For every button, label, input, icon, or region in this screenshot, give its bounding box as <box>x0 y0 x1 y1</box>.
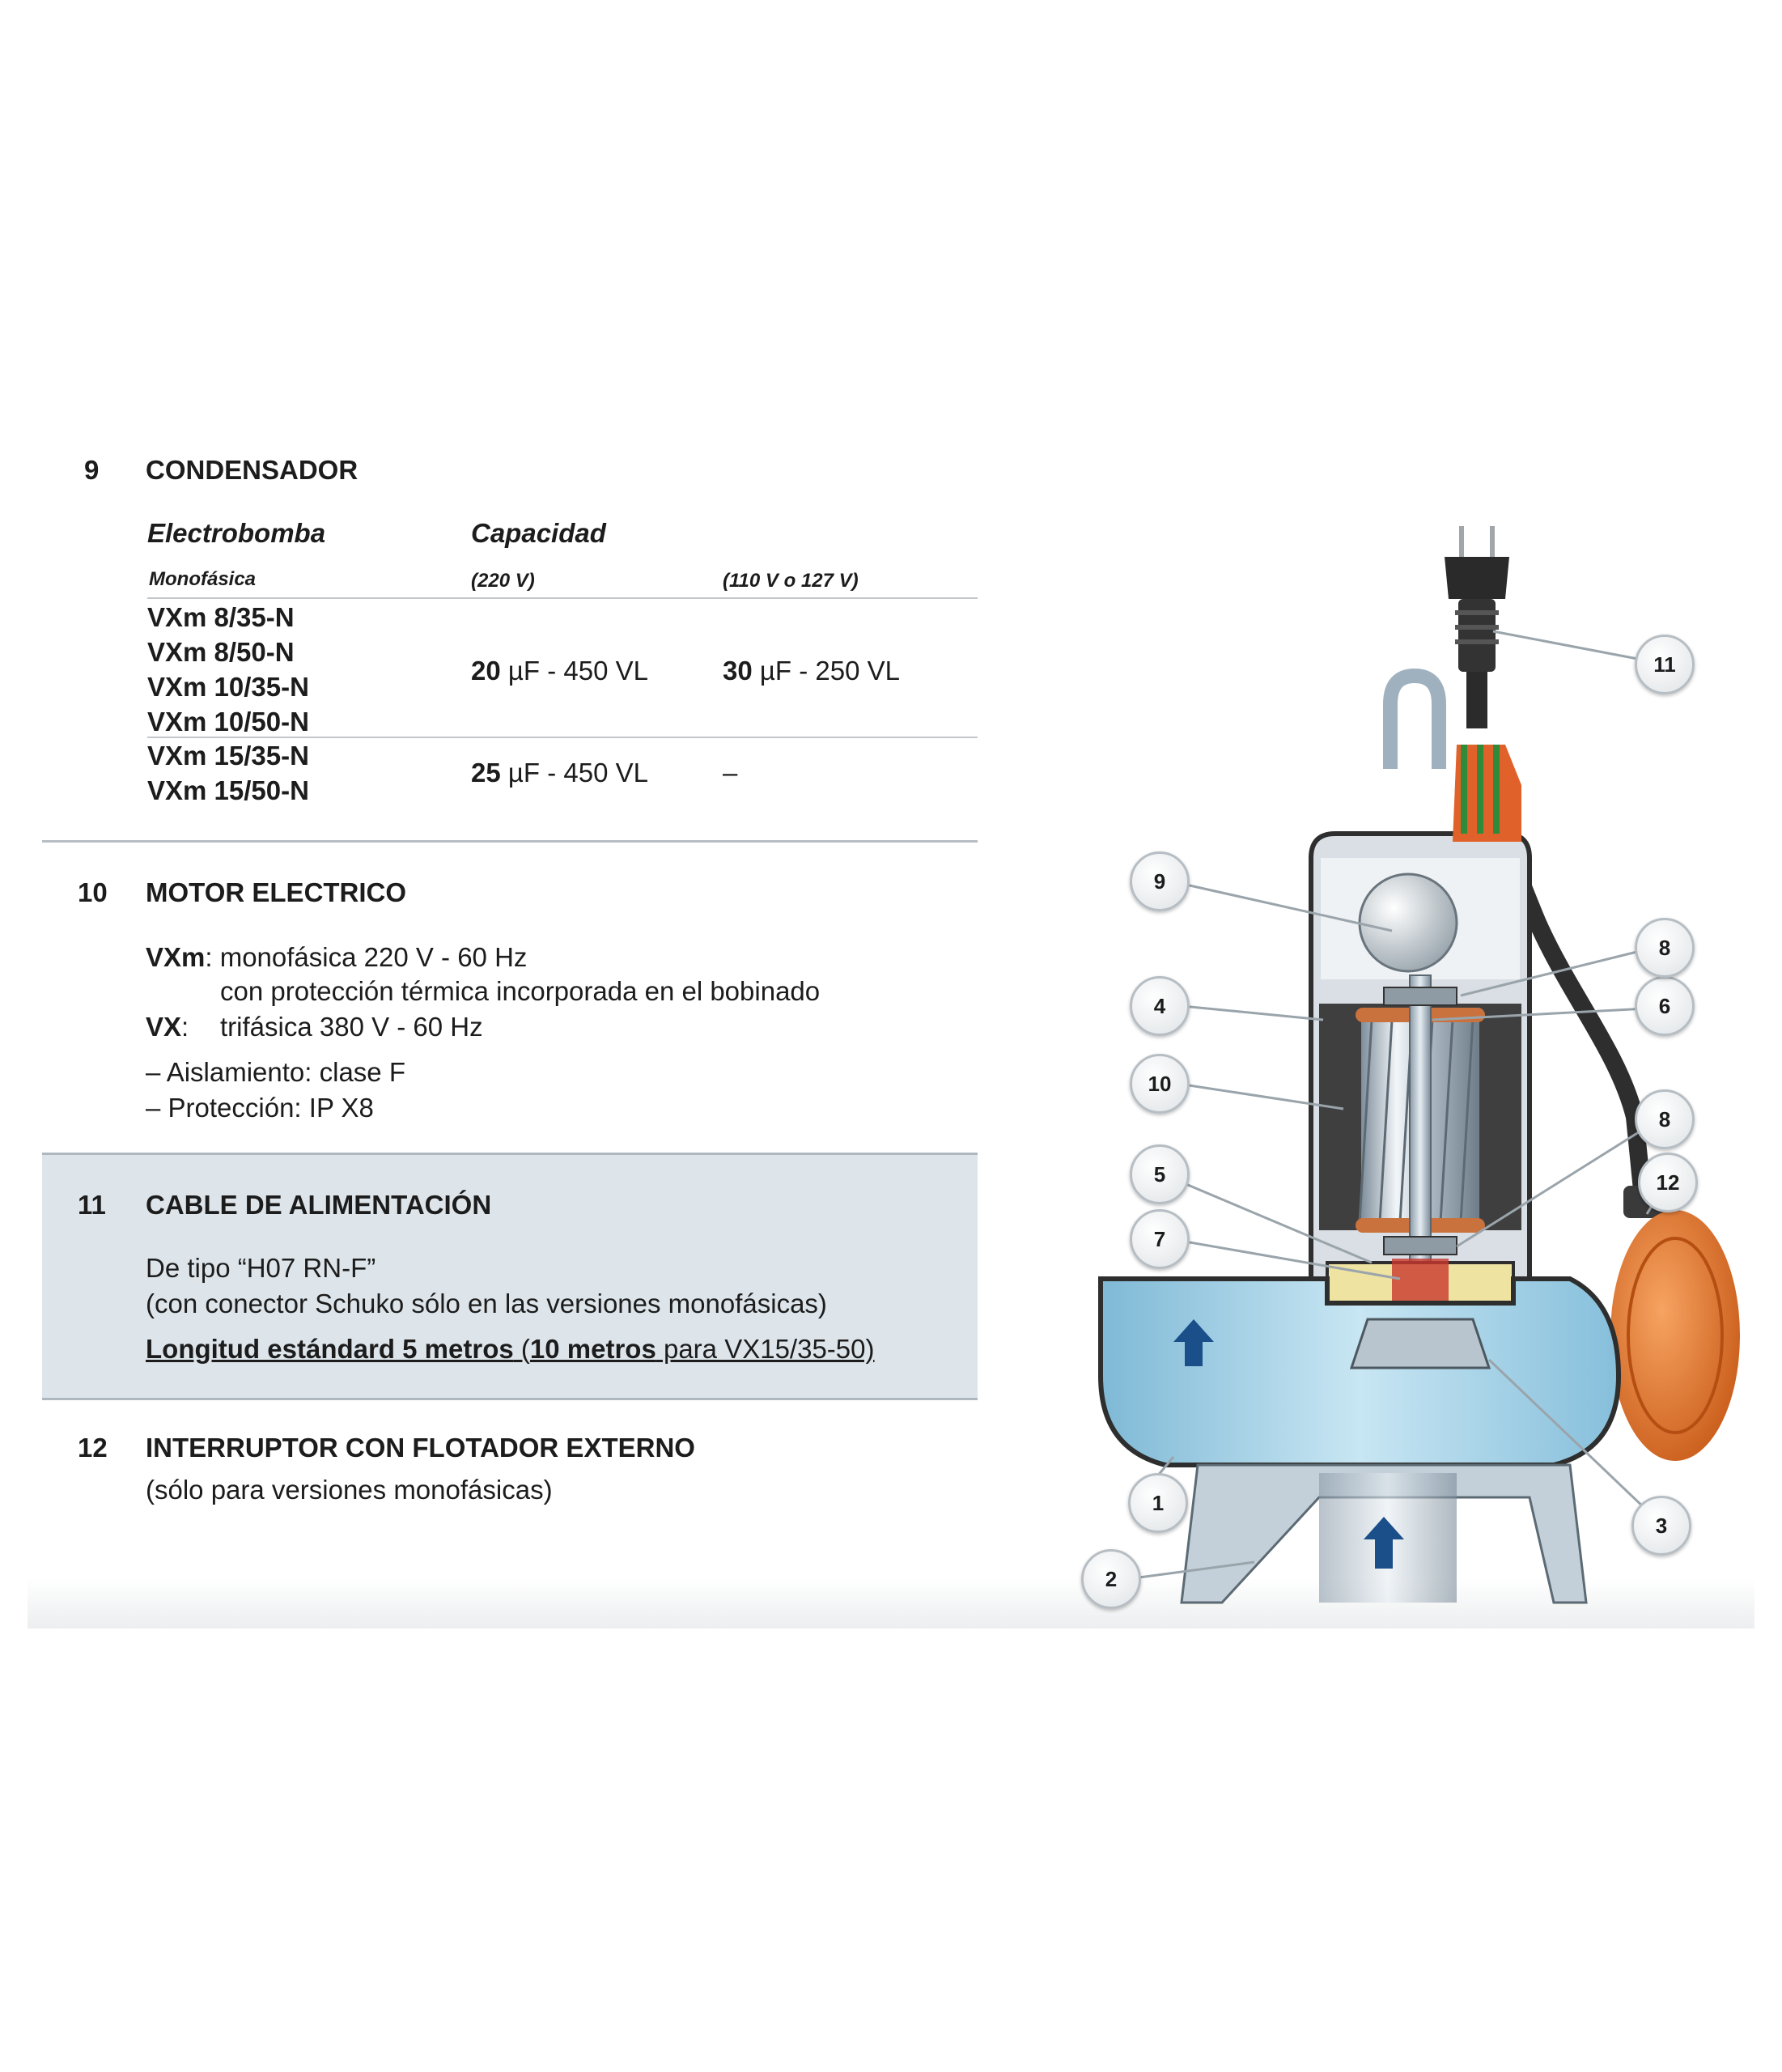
table-header-capacidad: Capacidad <box>471 518 606 548</box>
callout-4: 4 <box>1130 976 1190 1036</box>
motor-vx-colon: : <box>181 1012 189 1042</box>
capacitor-icon <box>1360 874 1457 971</box>
float-note: (sólo para versiones monofásicas) <box>146 1475 553 1505</box>
cable-length-note: para VX15/35-50) <box>656 1334 875 1364</box>
callout-7: 7 <box>1130 1209 1190 1269</box>
cable-connector: (con conector Schuko sólo en las versiones monofásicas) <box>146 1289 827 1318</box>
capacity-value: 20 <box>471 656 501 686</box>
callout-6: 6 <box>1635 976 1695 1036</box>
section-11-title: CABLE DE ALIMENTACIÓN <box>146 1190 492 1220</box>
capacity-110v-group-2 <box>723 758 737 788</box>
model-name: VXm 10/35-N <box>147 672 309 702</box>
table-header-divider <box>147 597 978 599</box>
table-subheader-monofasica: Monofásica <box>149 568 257 590</box>
section-12-title: INTERRUPTOR CON FLOTADOR EXTERNO <box>146 1433 695 1463</box>
callout-12: 12 <box>1638 1153 1698 1212</box>
callout-1: 1 <box>1128 1473 1188 1533</box>
section-10-title: MOTOR ELECTRICO <box>146 877 407 907</box>
capacity-unit: µF - 250 VL <box>752 656 900 686</box>
motor-vx-label: VX <box>146 1012 182 1042</box>
callout-3: 3 <box>1631 1496 1691 1556</box>
section-divider <box>42 840 978 843</box>
table-subheader-220v: (220 V) <box>471 570 535 592</box>
section-9-title: CONDENSADOR <box>146 455 359 485</box>
model-name: VXm 8/35-N <box>147 602 295 632</box>
capacity-value: 25 <box>471 758 501 788</box>
callout-8: 8 <box>1635 918 1695 978</box>
callout-2: 2 <box>1081 1549 1141 1609</box>
cable-length-standard: Longitud estándard 5 metros <box>146 1334 514 1364</box>
upper-bearing <box>1384 987 1457 1005</box>
capacity-unit: µF - 450 VL <box>500 656 648 686</box>
motor-insulation: – Aislamiento: clase F <box>146 1057 405 1087</box>
model-name: VXm 8/50-N <box>147 637 295 667</box>
capacity-value: 30 <box>723 656 753 686</box>
pump-body <box>1101 1279 1619 1465</box>
section-11-number: 11 <box>78 1190 106 1220</box>
model-name: VXm 15/50-N <box>147 775 309 805</box>
callout-9: 9 <box>1130 851 1190 911</box>
capacity-unit: – <box>723 758 738 788</box>
model-name: VXm 10/50-N <box>147 707 309 737</box>
motor-vxm-text-2: con protección térmica incorporada en el bobinado <box>220 976 821 1006</box>
motor-vxm-text: : monofásica 220 V - 60 Hz <box>205 942 528 972</box>
cable-length-paren: ( <box>513 1334 530 1364</box>
impeller <box>1351 1319 1489 1368</box>
motor-protection: – Protección: IP X8 <box>146 1093 374 1123</box>
motor-vx-text: trifásica 380 V - 60 Hz <box>220 1012 483 1042</box>
capacity-unit: µF - 450 VL <box>500 758 648 788</box>
cable-type: De tipo “H07 RN-F” <box>146 1253 376 1283</box>
cable-length-alt: 10 metros <box>529 1334 656 1364</box>
section-9-number: 9 <box>84 455 100 485</box>
lifting-handle <box>1390 676 1439 769</box>
motor-vx-line <box>146 1012 189 1042</box>
motor-vxm-line <box>146 942 527 973</box>
capacity-220v-group-1 <box>471 656 648 686</box>
callout-5: 5 <box>1130 1144 1190 1204</box>
lower-bearing <box>1384 1237 1457 1255</box>
table-row-group-1 <box>147 600 309 739</box>
callout-10: 10 <box>1130 1054 1190 1114</box>
capacity-110v-group-1 <box>723 656 900 686</box>
table-row-group-2 <box>147 738 309 808</box>
cable-gland <box>1453 745 1521 842</box>
motor-vxm-label: VXm <box>146 942 206 972</box>
cable-length <box>146 1334 874 1365</box>
model-name: VXm 15/35-N <box>147 741 309 771</box>
capacity-220v-group-2 <box>471 758 648 788</box>
section-10-number: 10 <box>78 877 108 907</box>
schuko-plug-icon <box>1445 526 1509 728</box>
callout-8: 8 <box>1635 1089 1695 1149</box>
table-header-electrobomba: Electrobomba <box>147 518 326 548</box>
callout-11: 11 <box>1635 635 1695 694</box>
table-subheader-110v: (110 V o 127 V) <box>723 570 859 592</box>
section-12-number: 12 <box>78 1433 108 1463</box>
